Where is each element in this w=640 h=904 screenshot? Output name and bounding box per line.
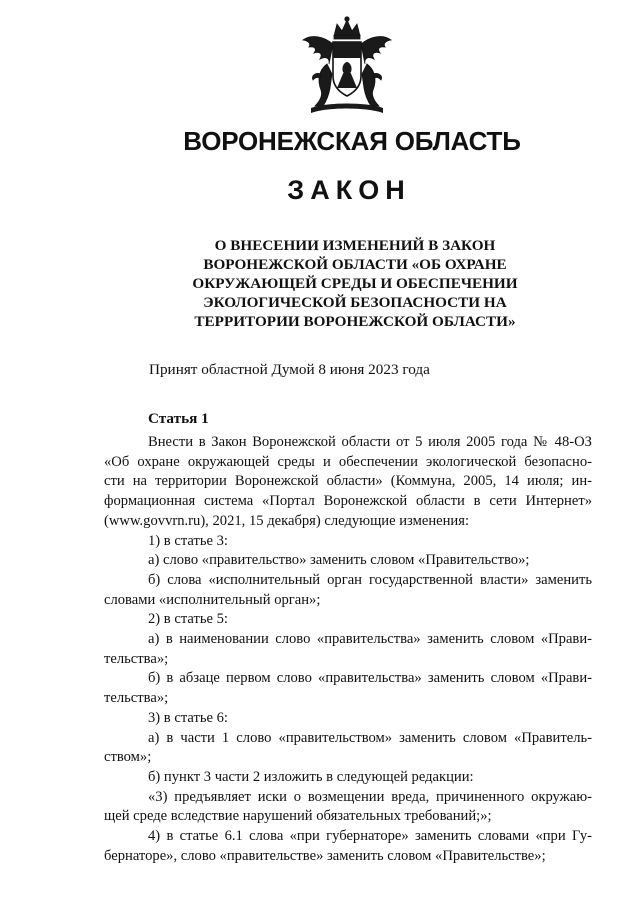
body-line: 1) в статье 3: xyxy=(148,532,228,549)
body-line: а) в наименовании слово «правительства» заменить словом «Прави- xyxy=(148,631,592,648)
body-line: бернаторе», слово «правительстве» заменить словом «Правительстве»; xyxy=(104,847,546,864)
region-heading: ВОРОНЕЖСКАЯ ОБЛАСТЬ xyxy=(183,126,521,156)
law-title-line: ЭКОЛОГИЧЕСКОЙ БЕЗОПАСНОСТИ НА xyxy=(203,294,507,311)
body-line: тельства»; xyxy=(104,690,169,707)
body-line: а) в части 1 слово «правительством» заменить словом «Правитель- xyxy=(148,729,592,746)
adoption-date: Принят областной Думой 8 июня 2023 года xyxy=(149,361,430,378)
body-line: словами «исполнительный орган»; xyxy=(104,591,321,608)
body-line: б) слова «исполнительный орган государственной власти» заменить xyxy=(148,571,592,588)
body-line: «3) предъявляет иски о возмещении вреда, причиненного окружаю- xyxy=(148,788,592,805)
document-type-heading: ЗАКОН xyxy=(287,175,411,205)
body-line: тельства»; xyxy=(104,650,169,667)
article-heading: Статья 1 xyxy=(148,410,209,427)
law-title xyxy=(190,236,520,331)
law-title-line: О ВНЕСЕНИИ ИЗМЕНЕНИЙ В ЗАКОН xyxy=(214,237,496,254)
body-line: б) в абзаце первом слово «правительства» заменить словом «Прави- xyxy=(148,670,592,687)
body-line: сти на территории Воронежской области» (Коммуна, 2005, 14 июля; ин- xyxy=(104,473,592,490)
body-line: щей среде вследствие нарушений обязательных требований;»; xyxy=(104,808,492,825)
body-line: формационная система «Портал Воронежской области в сети Интернет» xyxy=(104,493,592,510)
body-line: 4) в статье 6.1 слова «при губернаторе» заменить словами «при Гу- xyxy=(148,828,592,845)
body-line: (www.govvrn.ru), 2021, 15 декабря) следующие изменения: xyxy=(104,512,469,529)
body-line: ством»; xyxy=(104,749,152,766)
law-title-line: ТЕРРИТОРИИ ВОРОНЕЖСКОЙ ОБЛАСТИ» xyxy=(194,313,516,330)
article-body xyxy=(104,433,592,866)
body-line: б) пункт 3 части 2 изложить в следующей редакции: xyxy=(148,768,474,785)
body-line: 3) в статье 6: xyxy=(148,709,228,726)
body-line: 2) в статье 5: xyxy=(148,611,228,628)
body-line: Внести в Закон Воронежской области от 5 июля 2005 года № 48-ОЗ xyxy=(148,434,592,450)
body-line: «Об охране окружающей среды и обеспечении экологической безопасно- xyxy=(104,453,592,470)
body-line: а) слово «правительство» заменить словом «Правительство»; xyxy=(148,552,530,569)
law-title-line: ВОРОНЕЖСКОЙ ОБЛАСТИ «ОБ ОХРАНЕ xyxy=(203,256,507,273)
law-title-line: ОКРУЖАЮЩЕЙ СРЕДЫ И ОБЕСПЕЧЕНИИ xyxy=(192,275,518,292)
coat-of-arms-emblem xyxy=(297,14,397,116)
